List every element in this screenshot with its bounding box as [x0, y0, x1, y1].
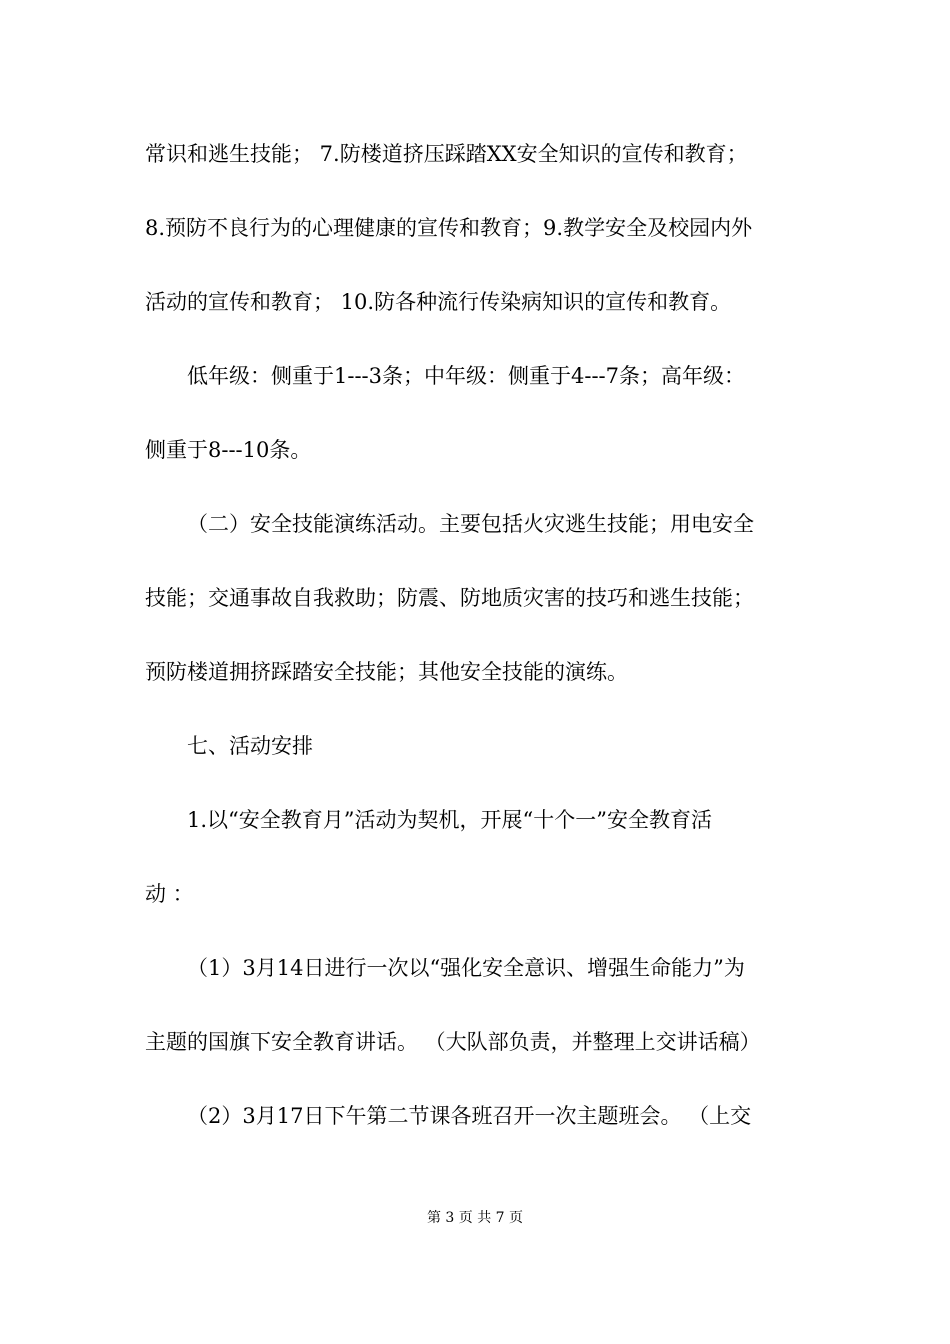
body-line: （二）安全技能演练活动。主要包括火灾逃生技能；用电安全 — [187, 512, 754, 536]
body-line: 8.预防不良行为的心理健康的宣传和教育；9.教学安全及校园内外 — [145, 216, 753, 240]
page-footer — [0, 1208, 950, 1228]
body-line: （2）3月17日下午第二节课各班召开一次主题班会。 （上交 — [187, 1104, 752, 1128]
body-line: 1.以“安全教育月”活动为契机，开展“十个一”安全教育活 — [187, 808, 712, 832]
page-number: 第 3 页 共 7 页 — [426, 1210, 524, 1226]
section-heading: 七、活动安排 — [187, 734, 313, 758]
body-line: 预防楼道拥挤踩踏安全技能；其他安全技能的演练。 — [145, 660, 628, 684]
body-line: 主题的国旗下安全教育讲话。 （大队部负责，并整理上交讲话稿） — [145, 1030, 761, 1054]
body-line: （1）3月14日进行一次以“强化安全意识、增强生命能力”为 — [187, 956, 745, 980]
body-line: 动 ： — [145, 882, 194, 906]
body-line: 侧重于8---10条。 — [145, 438, 312, 462]
body-line: 技能；交通事故自我救助；防震、防地质灾害的技巧和逃生技能； — [145, 586, 754, 610]
body-line: 常识和逃生技能； 7.防楼道挤压踩踏XX安全知识的宣传和教育； — [145, 142, 748, 166]
body-line: 低年级：侧重于1---3条；中年级：侧重于4---7条；高年级： — [187, 364, 746, 388]
body-line: 活动的宣传和教育； 10.防各种流行传染病知识的宣传和教育。 — [145, 290, 732, 314]
